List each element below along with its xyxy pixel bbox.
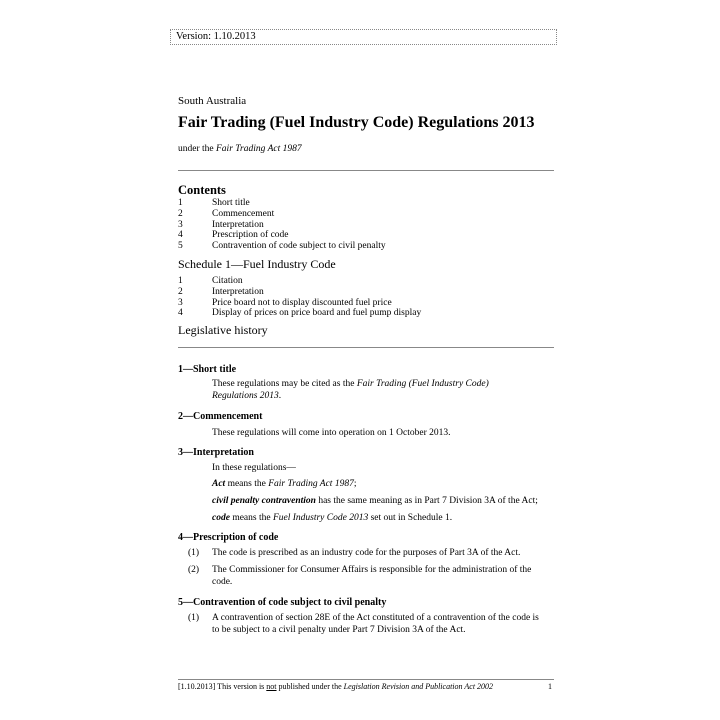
contents-heading: Contents — [178, 183, 226, 197]
section-2-text: These regulations will come into operation on 1 October 2013. — [212, 428, 451, 438]
toc-label: Prescription of code — [212, 230, 289, 241]
page-footer — [178, 682, 493, 691]
toc-number: 1 — [178, 276, 183, 286]
definition-civil-penalty — [212, 496, 572, 508]
schedule-item[interactable] — [178, 298, 421, 309]
toc-number: 4 — [178, 308, 183, 319]
legislative-history-link[interactable]: Legislative history — [178, 323, 268, 337]
schedule-item[interactable] — [178, 276, 421, 287]
section-1-heading: 1—Short title — [178, 364, 237, 375]
subsection-text — [212, 565, 557, 588]
section-5-heading: 5—Contravention of code subject to civil penalty — [178, 597, 387, 608]
toc-label: Price board not to display discounted fuel price — [212, 297, 392, 308]
definition-italic: Fuel Industry Code 2013 — [272, 513, 369, 523]
section-1-prefix: These regulations may be cited as the — [212, 379, 357, 389]
page-number: 1 — [548, 682, 552, 691]
subsection-number: (1) — [188, 613, 200, 623]
version-text: Version: 1.10.2013 — [176, 31, 256, 42]
footer-date: [1.10.2013] This version is — [178, 682, 267, 691]
definition-act — [212, 479, 557, 491]
footer-mid: published under the — [276, 682, 344, 691]
toc-label: Interpretation — [212, 219, 264, 230]
subsection-line: to be subject to a civil penalty under Part 7 Division 3A of the Act. — [212, 624, 466, 635]
section-3-heading: 3—Interpretation — [178, 447, 254, 458]
footer-not: not — [266, 682, 277, 691]
subsection-text: The code is prescribed as an industry code for the purposes of Part 3A of the Act. — [212, 548, 521, 558]
section-1-text — [212, 379, 557, 402]
toc-item[interactable] — [178, 198, 386, 209]
definition-term: civil penalty contravention — [212, 496, 316, 506]
definition-mid: means the — [225, 479, 269, 489]
toc-item[interactable] — [178, 209, 386, 220]
definition-code — [212, 513, 557, 525]
subsection-text — [212, 613, 557, 636]
toc-number: 4 — [178, 230, 183, 241]
section-4-heading: 4—Prescription of code — [178, 532, 279, 543]
toc-label: Commencement — [212, 208, 275, 219]
definition-term: code — [212, 513, 230, 523]
toc-number: 3 — [178, 297, 183, 308]
divider — [178, 347, 554, 348]
toc-item[interactable] — [178, 230, 386, 241]
toc-label: Contravention of code subject to civil penalty — [212, 241, 386, 252]
toc-number: 2 — [178, 208, 183, 219]
schedule-item[interactable] — [178, 287, 421, 298]
definition-text: has the same meaning as in Part 7 Division 3A of the Act; — [315, 496, 538, 506]
schedule-heading[interactable]: Schedule 1—Fuel Industry Code — [178, 257, 336, 271]
footer-divider — [178, 679, 554, 680]
subsection-number: (1) — [188, 548, 200, 558]
toc-label: Short title — [212, 198, 250, 208]
enabling-act-name: Fair Trading Act 1987 — [216, 144, 302, 154]
toc-number: 2 — [178, 286, 183, 297]
contents-list — [178, 198, 386, 252]
section-1-suffix: . — [278, 390, 282, 401]
definition-italic: Fair Trading Act 1987 — [268, 479, 354, 489]
toc-number: 1 — [178, 198, 183, 208]
subsection-line: A contravention of section 28E of the Act constituted of a contravention of the code is — [212, 613, 539, 623]
enabling-act-line — [178, 144, 302, 154]
toc-item[interactable] — [178, 220, 386, 231]
section-1-italic-1: Fair Trading (Fuel Industry Code) — [356, 379, 489, 389]
section-1-italic-2: Regulations 2013 — [212, 390, 279, 401]
toc-number: 3 — [178, 219, 183, 230]
toc-label: Citation — [212, 276, 243, 286]
toc-label: Display of prices on price board and fuel pump display — [212, 308, 422, 319]
jurisdiction: South Australia — [178, 95, 247, 107]
schedule-list — [178, 276, 421, 319]
definition-end: ; — [353, 479, 357, 489]
definition-term: Act — [212, 479, 226, 489]
subsection-line: code. — [212, 576, 233, 587]
footer-act: Legislation Revision and Publication Act 2002 — [343, 682, 494, 691]
enabling-act-prefix: under the — [178, 144, 216, 154]
section-3-intro: In these regulations— — [212, 463, 296, 473]
section-2-heading: 2—Commencement — [178, 411, 263, 422]
toc-number: 5 — [178, 241, 183, 252]
version-box — [170, 29, 557, 45]
definition-end: set out in Schedule 1. — [368, 513, 453, 523]
toc-item[interactable] — [178, 241, 386, 252]
divider — [178, 170, 554, 171]
schedule-item[interactable] — [178, 308, 421, 319]
toc-label: Interpretation — [212, 286, 264, 297]
subsection-number: (2) — [188, 565, 200, 575]
definition-mid: means the — [229, 513, 273, 523]
document-title: Fair Trading (Fuel Industry Code) Regulations 2013 — [178, 114, 535, 131]
subsection-line: The Commissioner for Consumer Affairs is responsible for the administration of the — [212, 565, 532, 575]
